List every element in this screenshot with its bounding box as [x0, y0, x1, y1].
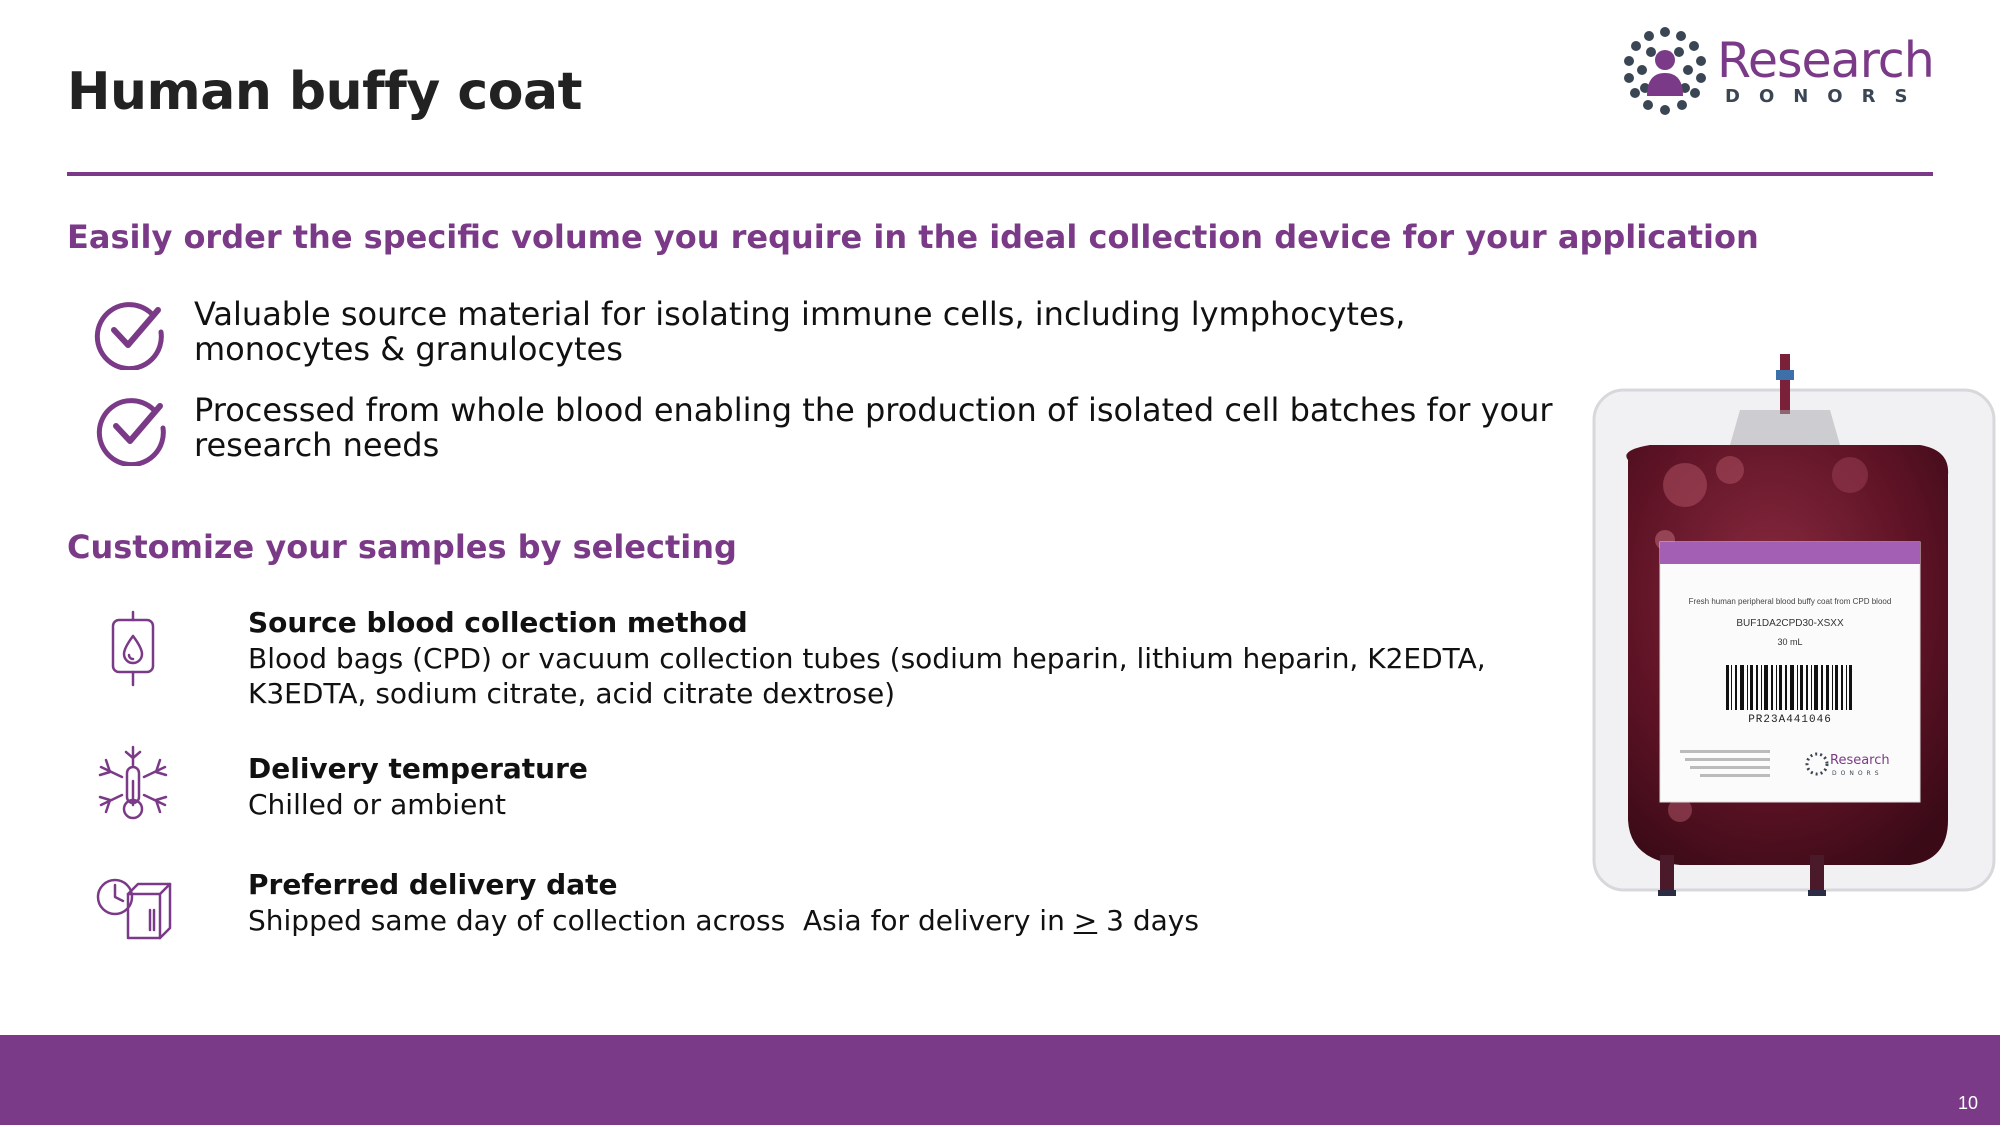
bag-label-description: Fresh human peripheral blood buffy coat from CPD blood — [1688, 597, 1892, 606]
bullet-text: Processed from whole blood enabling the production of isolated cell batches for your research needs — [194, 391, 1553, 464]
option-title: Preferred delivery date — [248, 868, 618, 901]
intro-heading: Easily order the specific volume you require in the ideal collection device for your application — [67, 218, 1759, 256]
donor-people-icon — [1615, 26, 1715, 121]
option-title: Delivery temperature — [248, 752, 588, 785]
slide-title: Human buffy coat — [67, 62, 582, 122]
buffy-coat-bag-image — [1590, 350, 2000, 905]
logo-subtitle: DONORS — [1725, 86, 1927, 107]
blood-bag-icon — [96, 610, 176, 690]
option-title: Source blood collection method — [248, 606, 748, 639]
option-description: Chilled or ambient — [248, 788, 507, 821]
snowflake-thermometer-icon — [96, 745, 176, 825]
bag-label-volume: 30 mL — [1777, 637, 1803, 647]
bullet-text: Valuable source material for isolating immune cells, including lymphocytes, monocytes & granulocytes — [194, 295, 1406, 368]
bag-label-brand: Research — [1830, 753, 1890, 768]
option-description — [248, 903, 1548, 938]
clock-box-icon — [96, 870, 176, 950]
option-description: Blood bags (CPD) or vacuum collection tubes (sodium heparin, lithium heparin, K2EDTA, K3EDTA, sodium citrate, acid citrate dextrose) — [248, 642, 1486, 710]
bag-label-code: BUF1DA2CPD30-XSXX — [1736, 618, 1844, 629]
research-donors-logo — [1615, 26, 1945, 121]
title-divider — [67, 172, 1933, 176]
greater-equal-symbol: > — [1073, 904, 1098, 937]
bag-label-brand-sub: DONORS — [1832, 770, 1883, 777]
footer-bar — [0, 1035, 2000, 1125]
bag-label-barcode-number: PR23A441046 — [1748, 714, 1832, 726]
page-number: 10 — [1957, 1093, 1978, 1113]
check-circle-icon — [94, 390, 170, 466]
check-circle-icon — [92, 294, 168, 370]
customize-heading: Customize your samples by selecting — [67, 528, 737, 566]
logo-wordmark: Research — [1717, 32, 1934, 89]
desc-suffix: 3 days — [1097, 904, 1199, 937]
desc-prefix: Shipped same day of collection across Asia for delivery in — [248, 904, 1074, 937]
